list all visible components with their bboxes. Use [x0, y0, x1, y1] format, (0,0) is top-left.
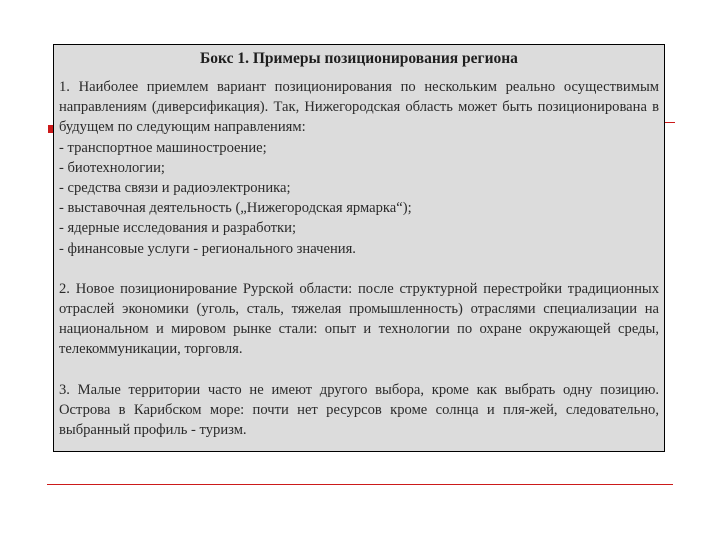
list-item: - транспортное машиностроение;: [59, 139, 267, 156]
list-item: - ядерные исследования и разработки;: [59, 220, 297, 237]
paragraph-3: 3. Малые территории часто не имеют другого выбора, кроме как выбрать одну позицию. Острова в Карибском море: почти нет ресурсов кроме солнца и пля-жей, следовательно, выбранный профиль - туризм.: [59, 381, 659, 439]
direction-list: [59, 138, 659, 259]
paragraph-spacer: [59, 259, 659, 279]
example-box: [53, 44, 665, 452]
paragraph-spacer: [59, 360, 659, 380]
paragraph-1-intro: 1. Наиболее приемлем вариант позиционирования по нескольким реально осуществимым направлениям (диверсификация). Так, Нижегородская область может быть позиционирована в будущем по следующим направлениям:: [59, 79, 659, 136]
list-item: - средства связи и радиоэлектроника;: [59, 180, 291, 197]
slide-accent-tick: [665, 122, 675, 123]
bottom-divider: [47, 484, 673, 485]
paragraph-2: 2. Новое позиционирование Рурской области: после структурной перестройки традиционных отраслей экономики (уголь, сталь, тяжелая промышленность) отраслями специализации на национальном и мировом рынке стали: опыт и технологии по охране окружающей среды, телекоммуникации, торговля.: [59, 280, 659, 358]
list-item: - финансовые услуги - регионального значения.: [59, 240, 356, 257]
list-item: - биотехнологии;: [59, 159, 165, 176]
box-title: Бокс 1. Примеры позиционирования региона: [200, 50, 518, 67]
list-item: - выставочная деятельность („Нижегородская ярмарка“);: [59, 200, 412, 217]
